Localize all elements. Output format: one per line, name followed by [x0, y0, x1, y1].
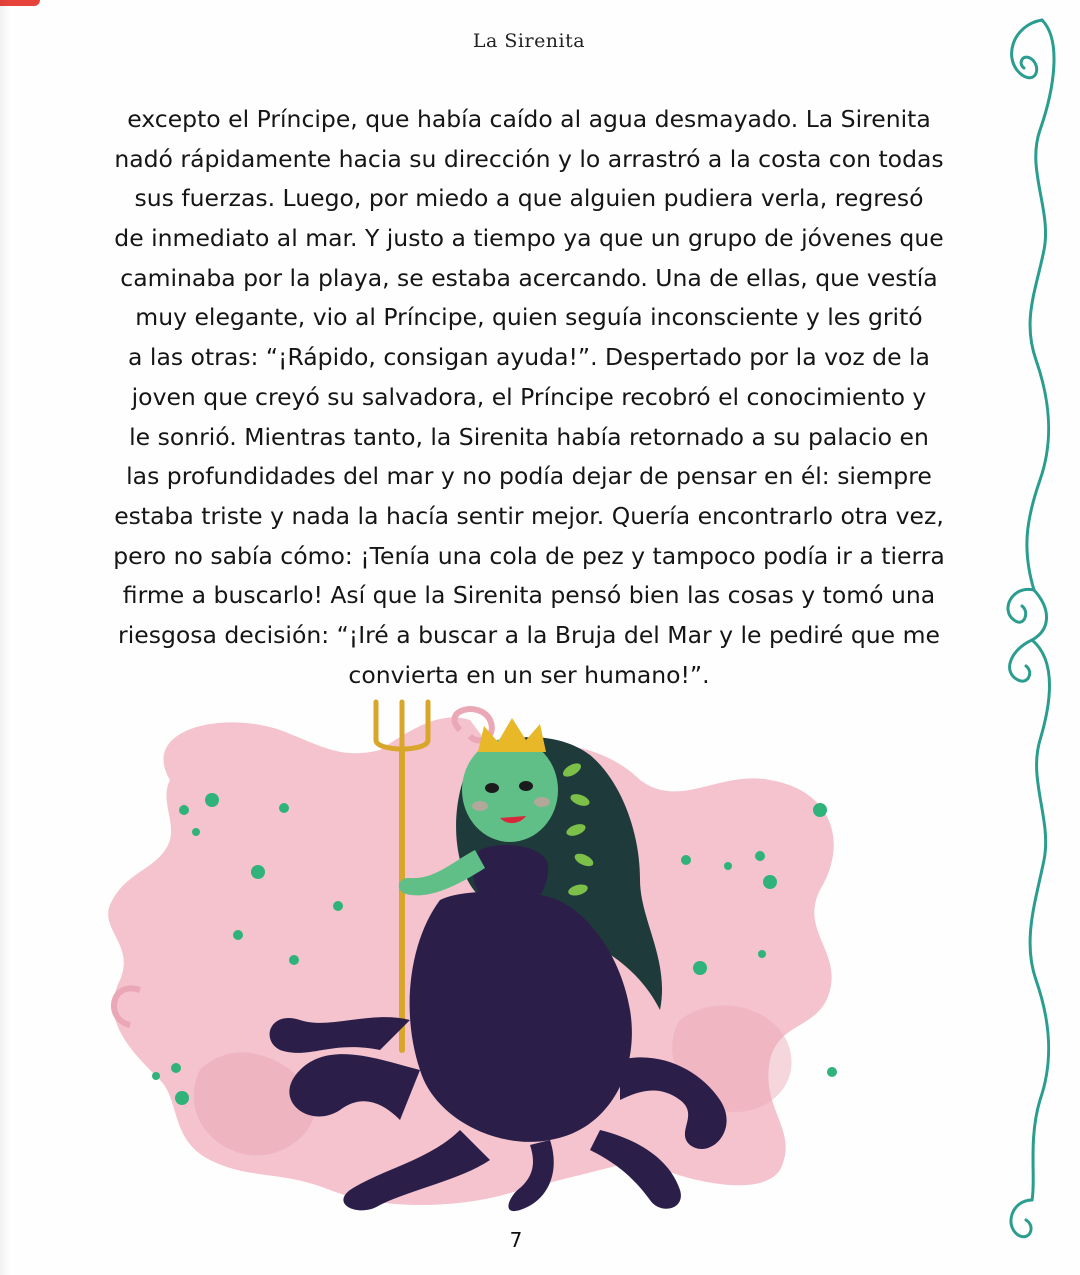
text-line: nadó rápidamente hacia su dirección y lo arrastró a la costa con todas [114, 144, 944, 173]
text-line: estaba triste y nada la hacía sentir mejor. Quería encontrarlo otra vez, [114, 501, 944, 530]
text-line: firme a buscarlo! Así que la Sirenita pensó bien las cosas y tomó una [122, 581, 936, 610]
text-line: caminaba por la playa, se estaba acercando. Una de ellas, que vestía [120, 263, 938, 292]
page-gutter-shadow [0, 0, 10, 1275]
story-paragraph [90, 100, 968, 695]
text-line: las profundidades del mar y no podía dejar de pensar en él: siempre [126, 462, 932, 491]
page-number: 7 [509, 1228, 523, 1252]
text-line: le sonrió. Mientras tanto, la Sirenita había retornado a su palacio en [129, 422, 929, 451]
text-line: excepto el Príncipe, que había caído al agua desmayado. La Sirenita [127, 105, 931, 133]
text-line: riesgosa decisión: “¡Iré a buscar a la Bruja del Mar y le pediré que me [118, 620, 940, 649]
witch-face [462, 738, 558, 842]
text-line: pero no sabía cómo: ¡Tenía una cola de pez y tampoco podía ir a tierra [113, 541, 945, 570]
text-line: convierta en un ser humano!”. [348, 660, 710, 689]
text-line: de inmediato al mar. Y justo a tiempo ya que un grupo de jóvenes que [114, 224, 944, 253]
vine-border-ornament [992, 0, 1080, 1275]
text-line: a las otras: “¡Rápido, consigan ayuda!”. Despertado por la voz de la [128, 343, 930, 372]
text-line: joven que creyó su salvadora, el Príncipe recobró el conocimiento y [131, 382, 927, 411]
sea-witch-illustration [80, 690, 880, 1220]
text-line: sus fuerzas. Luego, por miedo a que alguien pudiera verla, regresó [134, 184, 924, 213]
text-line: muy elegante, vio al Príncipe, quien seguía inconsciente y les gritó [135, 303, 923, 332]
running-head: La Sirenita [472, 30, 586, 52]
